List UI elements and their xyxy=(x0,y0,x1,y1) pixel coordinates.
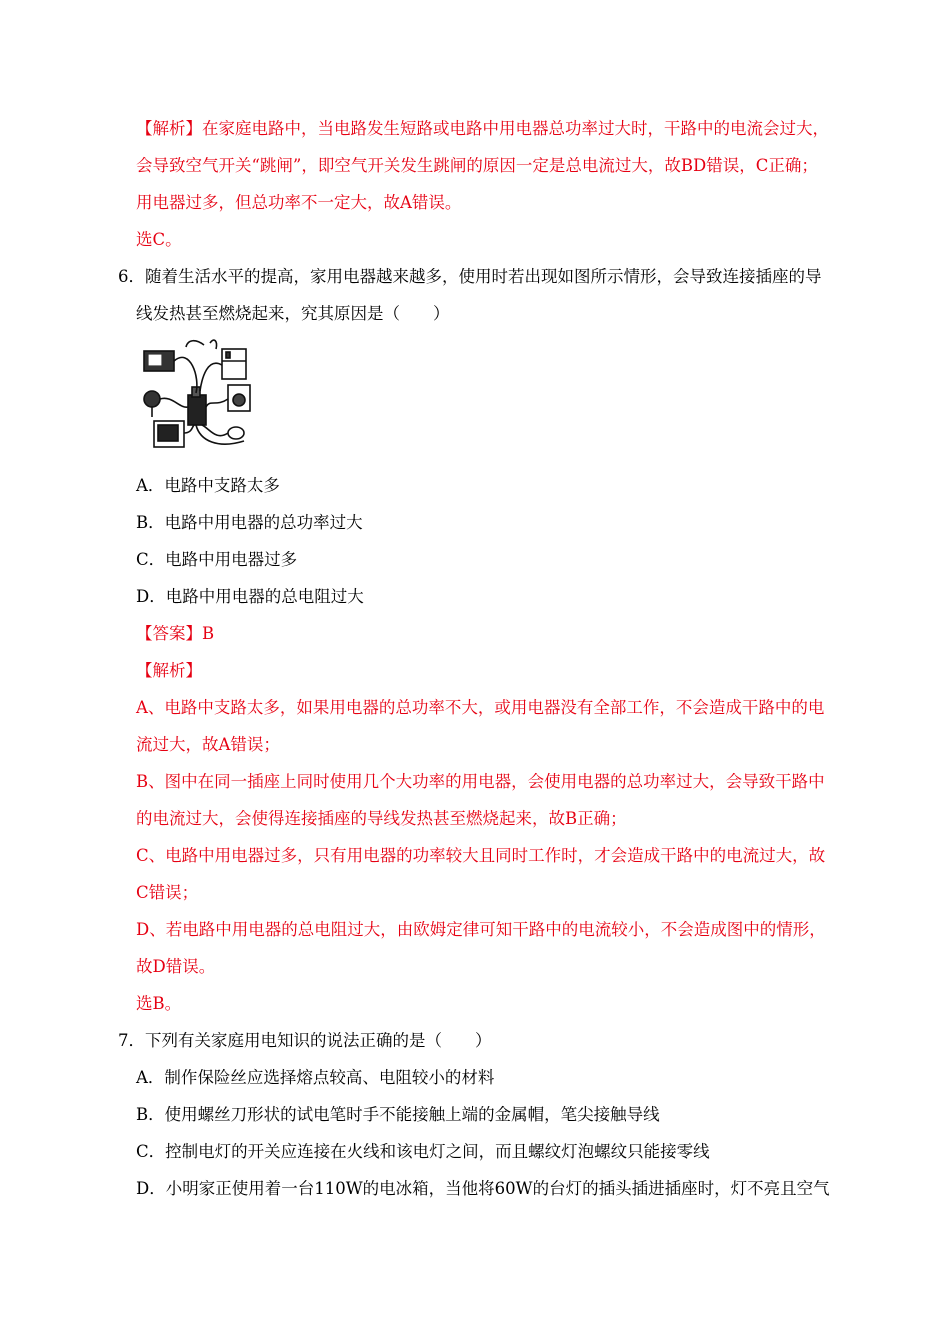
q6-option-b: B．电路中用电器的总功率过大 xyxy=(136,513,363,532)
overloaded-socket-illustration xyxy=(140,337,266,455)
answer-label: 【答案】 xyxy=(136,624,202,643)
prev-analysis-line-1 xyxy=(136,119,829,139)
q6-answer xyxy=(136,624,214,644)
q7-option-d: D．小明家正使用着一台110W的电冰箱，当他将60W的台灯的插头插进插座时，灯不亮且空气 xyxy=(136,1179,830,1198)
q6-option-a: A．电路中支路太多 xyxy=(136,476,280,495)
q6-stem-line-2: 线发热甚至燃烧起来，究其原因是（ ） xyxy=(136,304,450,323)
q6-analysis-line-7: D、若电路中用电器的总电阻过大，由欧姆定律可知干路中的电流较小，不会造成图中的情形， xyxy=(136,920,826,939)
q6-option-c: C．电路中用电器过多 xyxy=(136,550,298,569)
prev-analysis-line-2: 会导致空气开关“跳闸”，即空气开关发生跳闸的原因一定是总电流过大，故BD错误，C正确； xyxy=(136,156,818,175)
overloaded-socket-figure xyxy=(140,337,266,455)
q6-analysis-line-5: C、电路中用电器过多，只有用电器的功率较大且同时工作时，才会造成干路中的电流过大，故 xyxy=(136,846,826,865)
q6-analysis-label: 【解析】 xyxy=(136,661,202,680)
q7-option-c: C．控制电灯的开关应连接在火线和该电灯之间，而且螺纹灯泡螺纹只能接零线 xyxy=(136,1142,710,1161)
q6-conclusion: 选B。 xyxy=(136,994,182,1013)
prev-conclusion: 选C。 xyxy=(136,230,182,249)
prev-analysis-line-3: 用电器过多，但总功率不一定大，故A错误。 xyxy=(136,193,462,212)
q6-analysis-line-6: C错误； xyxy=(136,883,199,902)
q6-analysis-line-1: A、电路中支路太多，如果用电器的总功率不大，或用电器没有全部工作，不会造成干路中的电 xyxy=(136,698,825,717)
q7-option-b: B．使用螺丝刀形状的试电笔时手不能接触上端的金属帽，笔尖接触导线 xyxy=(136,1105,660,1124)
prev-analysis-text-1: 在家庭电路中，当电路发生短路或电路中用电器总功率过大时，干路中的电流会过大， xyxy=(202,119,829,138)
q6-analysis-line-8: 故D错误。 xyxy=(136,957,216,976)
prev-analysis-label: 【解析】 xyxy=(136,119,202,138)
q6-analysis-line-2: 流过大，故A错误； xyxy=(136,735,280,754)
q6-analysis-line-3: B、图中在同一插座上同时使用几个大功率的用电器，会使用电器的总功率过大，会导致干路中 xyxy=(136,772,825,791)
q6-option-d: D．电路中用电器的总电阻过大 xyxy=(136,587,364,606)
answer-value: B xyxy=(202,624,215,643)
q7-stem: 7．下列有关家庭用电知识的说法正确的是（ ） xyxy=(118,1031,492,1050)
q6-stem-line-1: 6．随着生活水平的提高，家用电器越来越多，使用时若出现如图所示情形，会导致连接插座的导 xyxy=(118,267,822,286)
q7-option-a: A．制作保险丝应选择熔点较高、电阻较小的材料 xyxy=(136,1068,495,1087)
q6-analysis-line-4: 的电流过大，会使得连接插座的导线发热甚至燃烧起来，故B正确； xyxy=(136,809,627,828)
